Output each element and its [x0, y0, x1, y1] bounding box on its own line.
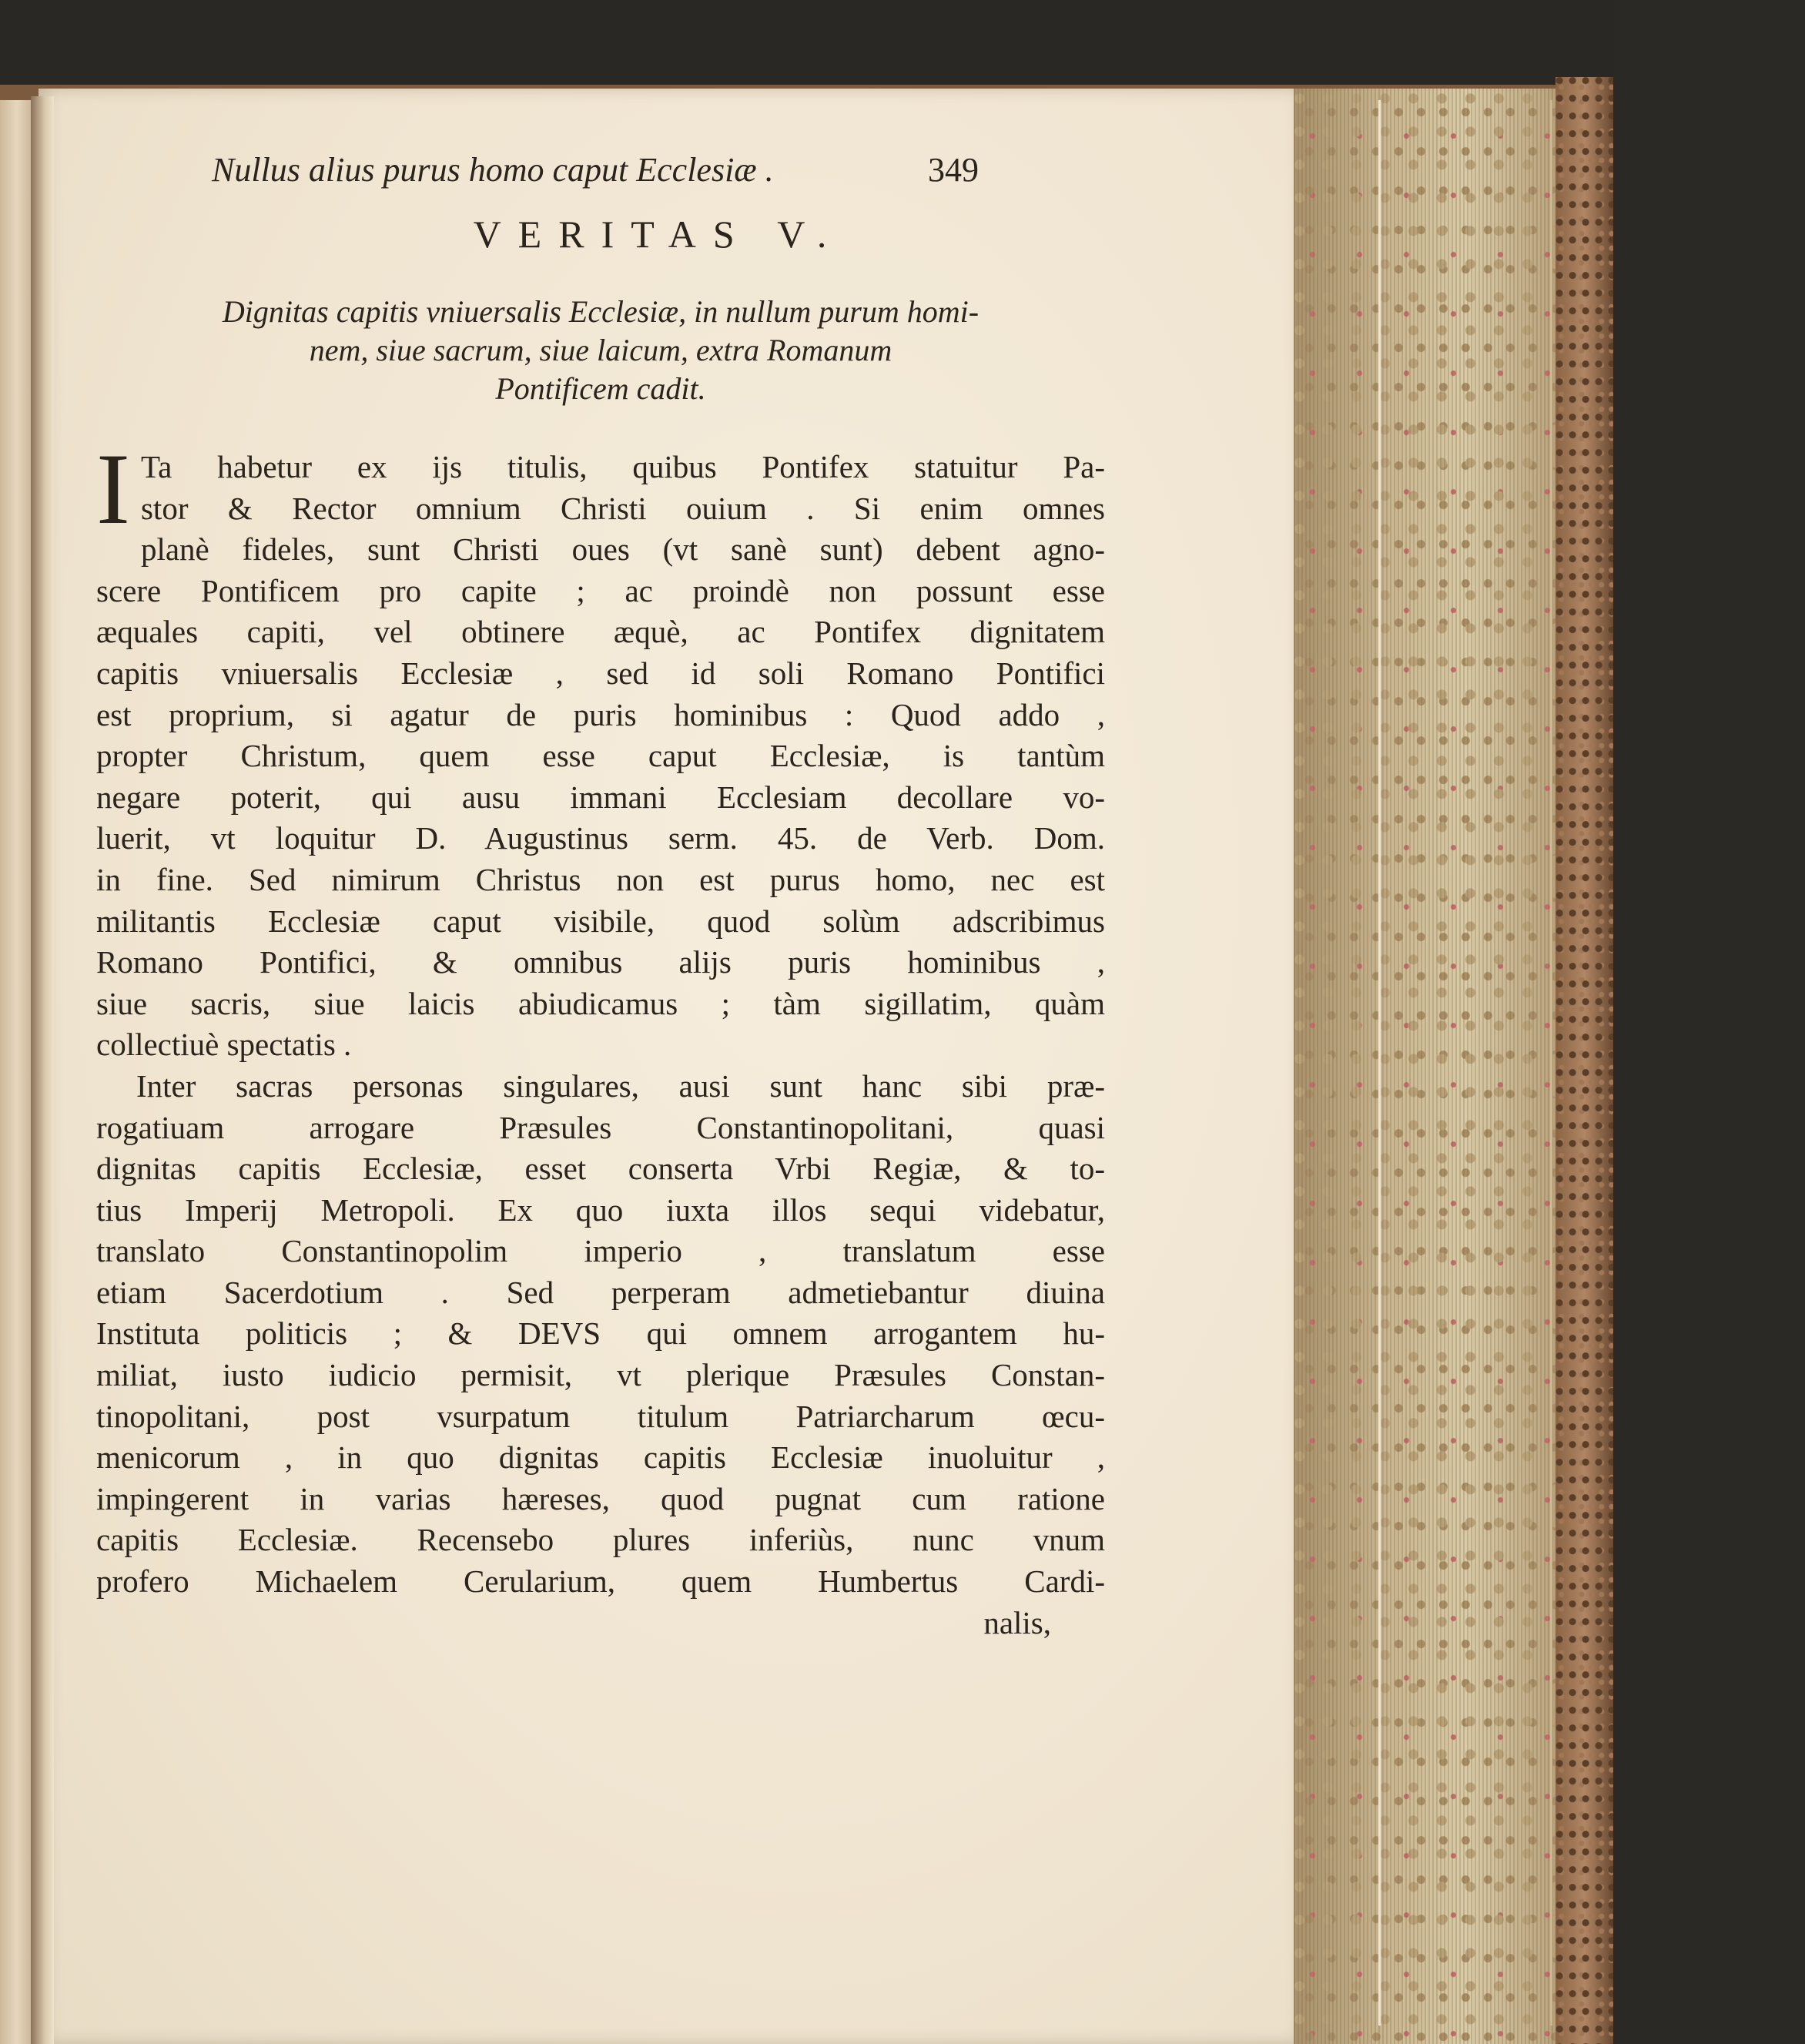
running-head: Nullus alius purus homo caput Ecclesiæ . [212, 151, 774, 189]
text-line: capitis Ecclesiæ. Recensebo plures inferiùs, nunc vnum [96, 1522, 1105, 1558]
section-summary [96, 293, 1105, 408]
page-number: 349 [928, 151, 979, 189]
leather-cover [1556, 77, 1613, 2044]
text-line: propter Christum, quem esse caput Ecclesiæ, is tantùm [96, 738, 1105, 774]
text-line: scere Pontificem pro capite ; ac proindè non possunt esse [96, 572, 1105, 608]
text-line: Inter sacras personas singulares, ausi sunt hanc sibi præ- [136, 1067, 1105, 1104]
text-line: translato Constantinopolim imperio , translatum esse [96, 1233, 1105, 1269]
text-line: collectiuè spectatis . [96, 1027, 352, 1063]
page-header [96, 150, 1105, 204]
text-line: impingerent in varias hæreses, quod pugnat cum ratione [96, 1480, 1105, 1516]
text-line: tius Imperij Metropoli. Ex quo iuxta illos sequi videbatur, [96, 1191, 1105, 1228]
text-line: luerit, vt loquitur D. Augustinus serm. 45. de Verb. Dom. [96, 820, 1105, 856]
text-line: rogatiuam arrogare Præsules Constantinopolitani, quasi [96, 1109, 1105, 1145]
catchword: nalis, [983, 1604, 1051, 1640]
text-line: menicorum , in quo dignitas capitis Ecclesiæ inuoluitur , [96, 1439, 1105, 1476]
text-line: planè fideles, sunt Christi oues (vt sanè sunt) debent agno- [140, 531, 1105, 568]
text-line: miliat, iusto iudicio permisit, vt plerique Præsules Constan- [96, 1357, 1105, 1393]
text-line: capitis vniuersalis Ecclesiæ , sed id soli Romano Pontifici [96, 655, 1105, 691]
gutter [31, 96, 54, 2044]
text-line: tinopolitani, post vsurpatum titulum Patriarcharum œcu- [96, 1398, 1105, 1434]
text-line: stor & Rector omnium Christi ouium . Si enim omnes [140, 490, 1105, 526]
text-line: Instituta politicis ; & DEVS qui omnem arrogantem hu- [96, 1315, 1105, 1352]
summary-line: Pontificem cadit. [495, 371, 706, 406]
text-line: est proprium, si agatur de puris hominibus : Quod addo , [96, 696, 1105, 732]
text-line: militantis Ecclesiæ caput visibile, quod solùm adscribimus [96, 903, 1105, 939]
text-line: æquales capiti, vel obtinere æquè, ac Pontifex dignitatem [96, 614, 1105, 650]
background [1613, 0, 1805, 2044]
body-text [96, 432, 1105, 1644]
fore-edge-inner [1378, 100, 1552, 2026]
text-line: profero Michaelem Cerularium, quem Humbertus Cardi- [96, 1563, 1105, 1600]
text-line: Ta habetur ex ijs titulis, quibus Pontifex statuitur Pa- [140, 449, 1105, 484]
text-block [96, 150, 1105, 1644]
paragraph-1 [96, 432, 1105, 1066]
section-title: VERITAS V. [473, 213, 844, 256]
text-line: negare poterit, qui ausu immani Ecclesiam decollare vo- [96, 779, 1105, 815]
text-line: dignitas capitis Ecclesiæ, esset conserta Vrbi Regiæ, & to- [96, 1151, 1105, 1187]
drop-cap: I [96, 432, 130, 545]
text-line: siue sacris, siue laicis abiudicamus ; tàm sigillatim, quàm [96, 985, 1105, 1021]
text-line: Romano Pontifici, & omnibus alijs puris hominibus , [96, 944, 1105, 980]
text-line: in fine. Sed nimirum Christus non est purus homo, nec est [96, 861, 1105, 897]
text-line: etiam Sacerdotium . Sed perperam admetiebantur diuina [96, 1274, 1105, 1310]
summary-line: Dignitas capitis vniuersalis Ecclesiæ, in nullum purum homi- [222, 294, 980, 329]
paragraph-2 [96, 1066, 1105, 1603]
summary-line: nem, siue sacrum, siue laicum, extra Romanum [309, 333, 892, 367]
